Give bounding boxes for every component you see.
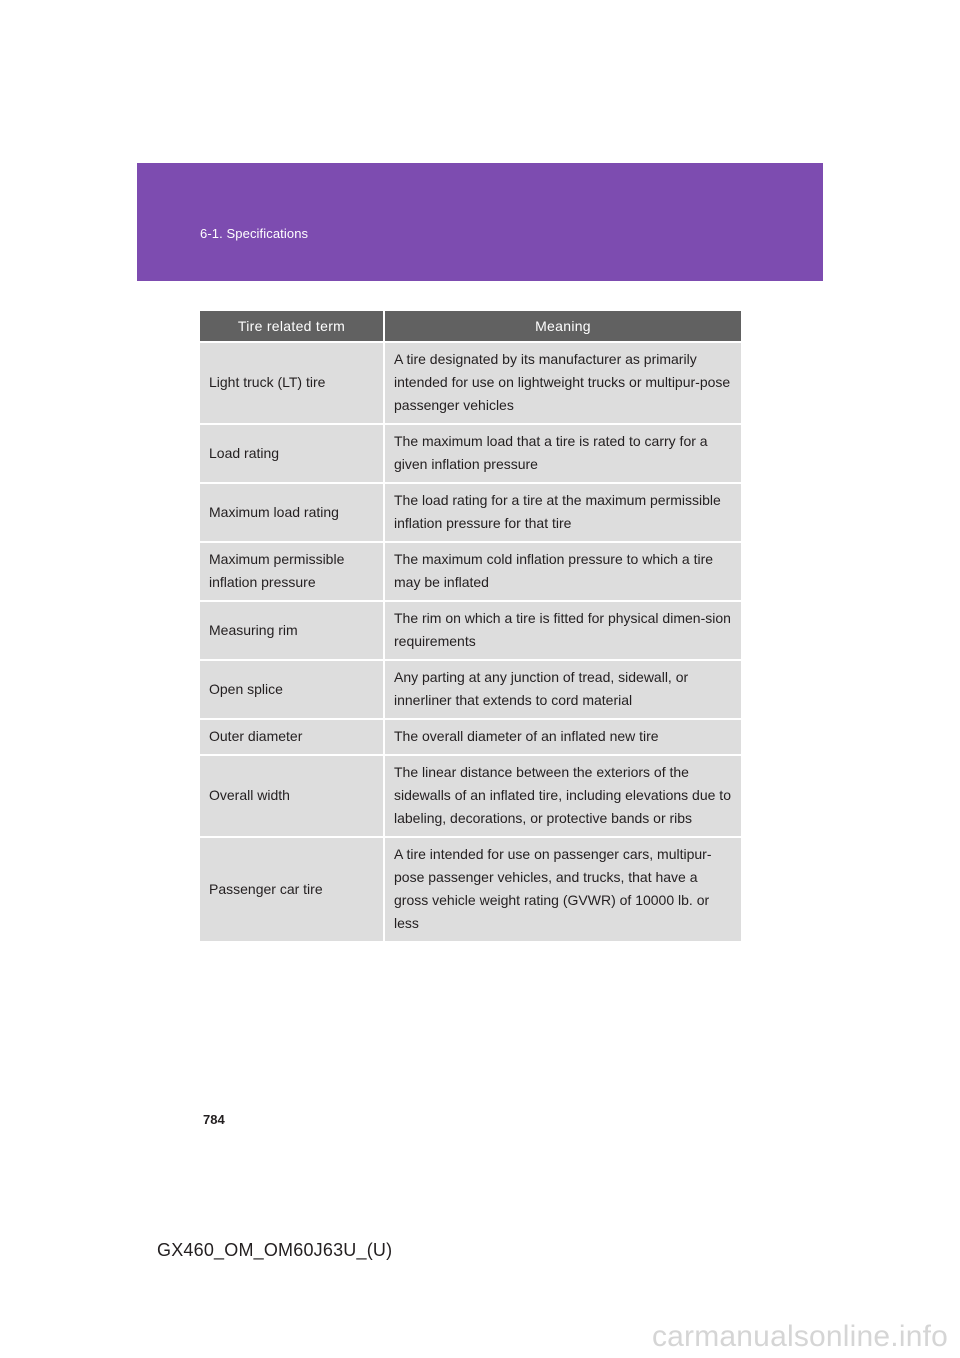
term-cell: Load rating	[200, 424, 384, 483]
table-row	[200, 424, 741, 483]
document-code: GX460_OM_OM60J63U_(U)	[157, 1240, 393, 1260]
meaning-cell: Any parting at any junction of tread, sidewall, or innerliner that extends to cord material	[384, 660, 741, 719]
term-cell: Light truck (LT) tire	[200, 342, 384, 424]
meaning-cell: The maximum load that a tire is rated to carry for a given inflation pressure	[384, 424, 741, 483]
section-header-band	[137, 163, 823, 281]
meaning-cell: The maximum cold inflation pressure to which a tire may be inflated	[384, 542, 741, 601]
table-row	[200, 755, 741, 837]
table-row	[200, 837, 741, 941]
term-cell: Maximum load rating	[200, 483, 384, 542]
term-cell: Measuring rim	[200, 601, 384, 660]
table-row	[200, 483, 741, 542]
table-row	[200, 719, 741, 755]
tire-terms-table	[200, 311, 741, 941]
term-cell: Open splice	[200, 660, 384, 719]
meaning-cell: A tire intended for use on passenger cars, multipur-pose passenger vehicles, and trucks, that have a gross vehicle weight rating (GVWR) of 10000 lb. or less	[384, 837, 741, 941]
page-number: 784	[203, 1112, 225, 1127]
column-header-term: Tire related term	[200, 311, 384, 342]
meaning-cell: The load rating for a tire at the maximum permissible inflation pressure for that tire	[384, 483, 741, 542]
term-cell: Maximum permissible inflation pressure	[200, 542, 384, 601]
table-row	[200, 660, 741, 719]
section-title: 6-1. Specifications	[200, 226, 309, 241]
meaning-cell: A tire designated by its manufacturer as primarily intended for use on lightweight trucks or multipur-pose passenger vehicles	[384, 342, 741, 424]
term-cell: Overall width	[200, 755, 384, 837]
table-row	[200, 542, 741, 601]
column-header-meaning: Meaning	[384, 311, 741, 342]
table-row	[200, 601, 741, 660]
meaning-cell: The overall diameter of an inflated new tire	[384, 719, 741, 755]
watermark-text: carmanualsonline.info	[651, 1320, 948, 1353]
meaning-cell: The rim on which a tire is fitted for physical dimen-sion requirements	[384, 601, 741, 660]
table-header-row	[200, 311, 741, 342]
meaning-cell: The linear distance between the exteriors of the sidewalls of an inflated tire, including elevations due to labeling, decorations, or protective bands or ribs	[384, 755, 741, 837]
term-cell: Passenger car tire	[200, 837, 384, 941]
term-cell: Outer diameter	[200, 719, 384, 755]
table-row	[200, 342, 741, 424]
